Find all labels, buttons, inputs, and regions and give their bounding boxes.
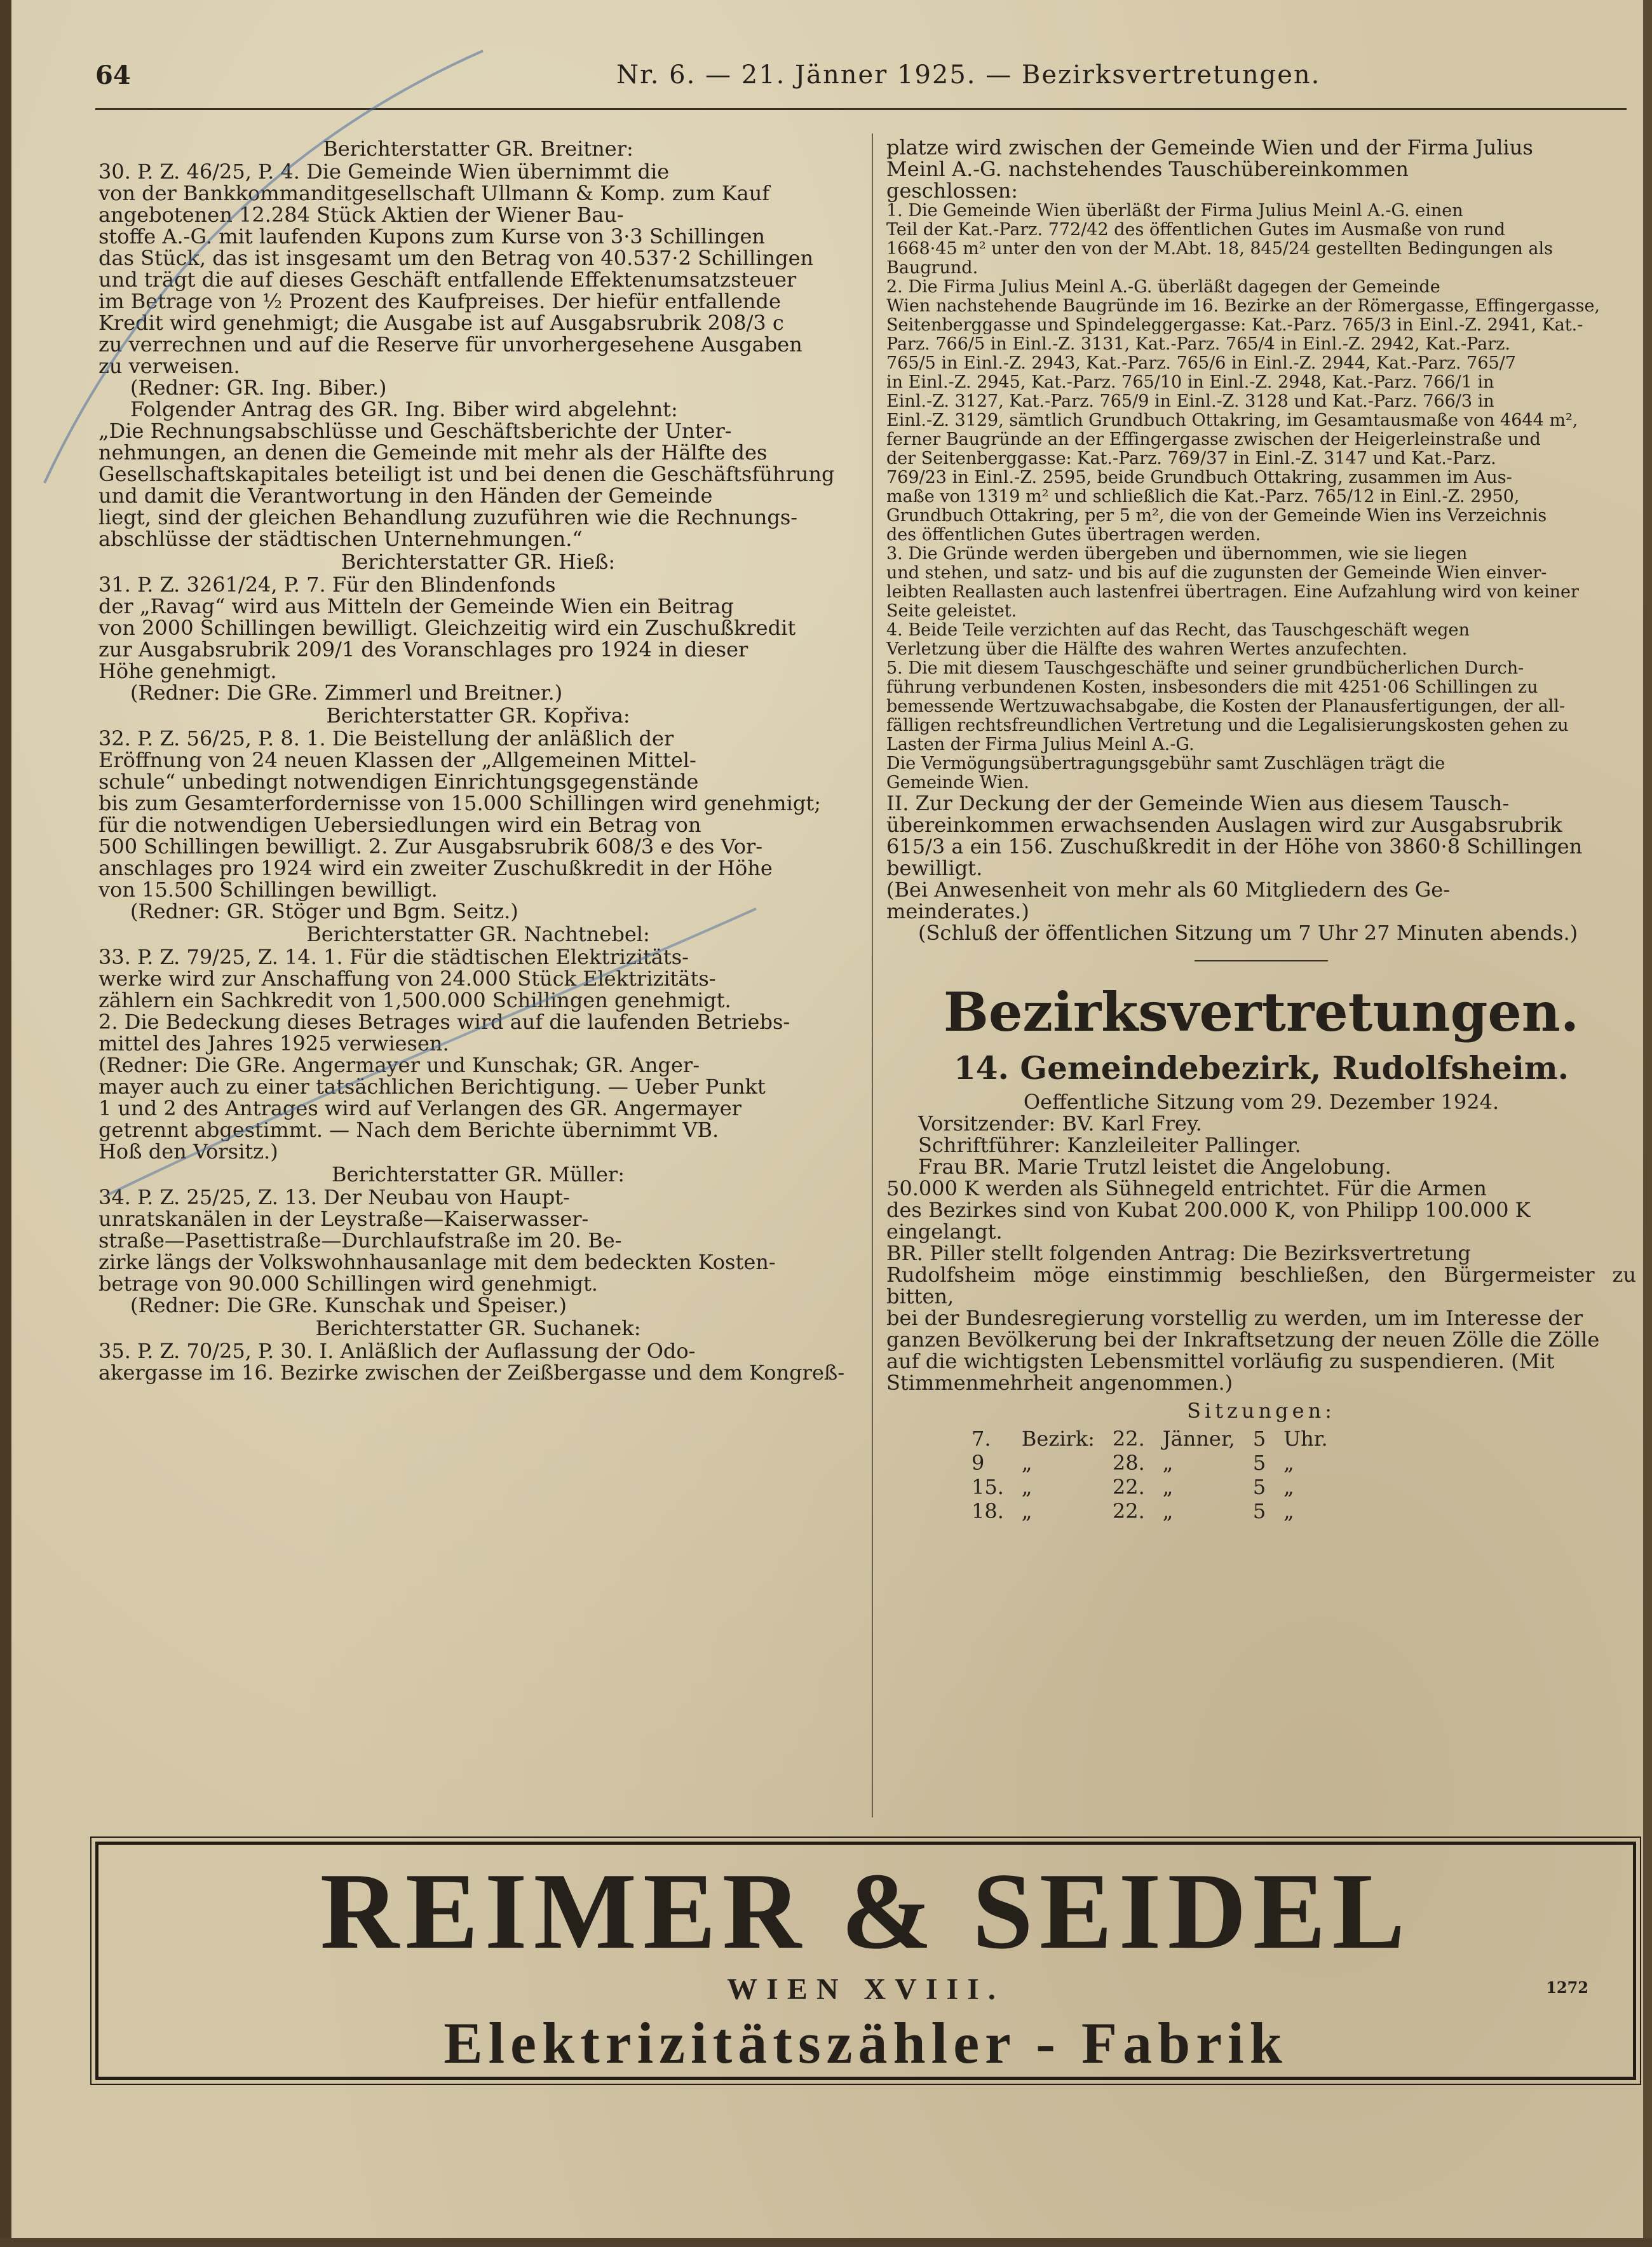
session-hour: 5 — [1252, 1451, 1266, 1475]
text-line: führung verbundenen Kosten, insbesonders die mit 4251·06 Schillingen zu — [886, 677, 1538, 697]
session-district: 7. — [972, 1427, 991, 1451]
text-line: (Redner: Die GRe. Angermayer und Kunschak; GR. Anger- — [98, 1053, 700, 1077]
text-line: 4. Beide Teile verzichten auf das Recht, das Tauschgeschäft wegen — [886, 620, 1470, 640]
text-line: des Bezirkes sind von Kubat 200.000 K, von Philipp 100.000 K — [886, 1198, 1531, 1222]
text-line: maße von 1319 m² und schließlich die Kat.-Parz. 765/12 in Einl.-Z. 2950, — [886, 487, 1520, 506]
speakers-31: (Redner: Die GRe. Zimmerl und Breitner.) — [130, 681, 563, 705]
pencil-stroke-middle — [108, 909, 756, 1195]
text-line: getrennt abgestimmt. — Nach dem Berichte übernimmt VB. — [98, 1118, 719, 1142]
text-line: zu verrechnen und auf die Reserve für unvorhergesehene Ausgaben — [98, 332, 802, 356]
rapporteur-suchanek: Berichterstatter GR. Suchanek: — [315, 1316, 641, 1340]
session-day: 22. — [1112, 1427, 1145, 1451]
session-month: „ — [1162, 1451, 1174, 1475]
text-line: 500 Schillingen bewilligt. 2. Zur Ausgabsrubrik 608/3 e des Vor- — [98, 834, 763, 859]
text-line: 34. P. Z. 25/25, Z. 13. Der Neubau von Haupt- — [98, 1185, 570, 1209]
text-line: Die Vermögungsübertragungsgebühr samt Zuschlägen trägt die — [886, 754, 1446, 773]
text-line: bewilligt. — [886, 856, 983, 880]
sessions-heading: Sitzungen: — [1187, 1399, 1336, 1423]
text-line: 31. P. Z. 3261/24, P. 7. Für den Blindenfonds — [98, 573, 556, 597]
text-line: Grundbuch Ottakring, per 5 m², die von der Gemeinde Wien ins Verzeichnis — [886, 506, 1547, 526]
session-day: 28. — [1112, 1451, 1145, 1475]
text-line: zur Ausgabsrubrik 209/1 des Voranschlages pro 1924 in dieser — [98, 637, 748, 662]
session-month: Jänner, — [1162, 1427, 1235, 1451]
rapporteur-hiess: Berichterstatter GR. Hieß: — [341, 550, 616, 574]
session-close: (Schluß der öffentlichen Sitzung um 7 Uhr 27 Minuten abends.) — [918, 921, 1578, 945]
session-day: 22. — [1112, 1499, 1145, 1523]
session-unit: „ — [1283, 1475, 1294, 1499]
text-line: Lasten der Firma Julius Meinl A.-G. — [886, 735, 1195, 754]
text-line: Seite geleistet. — [886, 601, 1017, 621]
ad-product: Elektrizitätszähler - Fabrik — [443, 2011, 1288, 2075]
text-line: Seitenberggasse und Spindeleggergasse: Kat.-Parz. 765/3 in Einl.-Z. 2941, Kat.- — [886, 315, 1583, 335]
session-unit: „ — [1283, 1451, 1294, 1475]
text-line: des öffentlichen Gutes übertragen werden. — [886, 525, 1261, 545]
text-line: unratskanälen in der Leystraße—Kaiserwasser- — [98, 1207, 589, 1231]
text-line: auf die wichtigsten Lebensmittel vorläufig zu suspendieren. (Mit — [886, 1349, 1555, 1373]
text-line: Höhe genehmigt. — [98, 659, 277, 683]
text-line: BR. Piller stellt folgenden Antrag: Die Bezirksvertretung — [886, 1241, 1471, 1265]
text-line: ganzen Bevölkerung bei der Inkraftsetzung der neuen Zölle die Zölle — [886, 1327, 1600, 1352]
text-line: Hoß den Vorsitz.) — [98, 1139, 278, 1164]
text-line: Stimmenmehrheit angenommen.) — [886, 1371, 1233, 1395]
text-line: bemessende Wertzuwachsabgabe, die Kosten der Planausfertigungen, der all- — [886, 696, 1566, 716]
text-line: werke wird zur Anschaffung von 24.000 Stück Elektrizitäts- — [98, 967, 716, 991]
text-line: und stehen, und satz- und bis auf die zugunsten der Gemeinde Wien einver- — [886, 563, 1547, 583]
text-line: fälligen rechtsfreundlichen Vertretung und die Legalisierungskosten gehen zu — [886, 716, 1569, 735]
section-title: Bezirksvertretungen. — [943, 981, 1580, 1043]
text-line: meinderates.) — [886, 899, 1029, 923]
session-date: Oeffentliche Sitzung vom 29. Dezember 1924. — [1023, 1090, 1500, 1114]
text-line: der „Ravag“ wird aus Mitteln der Gemeinde Wien ein Beitrag — [98, 594, 734, 618]
text-line: 1668·45 m² unter den von der M.Abt. 18, 845/24 gestellten Bedingungen als — [886, 239, 1553, 259]
text-line: stoffe A.-G. mit laufenden Kupons zum Kurse von 3·3 Schillingen — [98, 224, 765, 248]
session-month: „ — [1162, 1475, 1174, 1499]
text-line: von 15.500 Schillingen bewilligt. — [98, 878, 438, 902]
text-line: für die notwendigen Uebersiedlungen wird ein Betrag von — [98, 813, 701, 837]
text-line: Einl.-Z. 3129, sämtlich Grundbuch Ottakring, im Gesamtausmaße von 4644 m², — [886, 411, 1578, 430]
text-line: Meinl A.-G. nachstehendes Tauschübereinkommen — [886, 157, 1409, 181]
text-line: 50.000 K werden als Sühnegeld entrichtet. Für die Armen — [886, 1176, 1487, 1200]
text-line: betrage von 90.000 Schillingen wird genehmigt. — [98, 1272, 598, 1296]
text-line: liegt, sind der gleichen Behandlung zuzuführen wie die Rechnungs- — [98, 505, 798, 529]
rapporteur-mueller: Berichterstatter GR. Müller: — [332, 1162, 625, 1186]
speakers-30: (Redner: GR. Ing. Biber.) — [130, 376, 387, 400]
session-label: „ — [1021, 1499, 1032, 1523]
chairperson: Vorsitzender: BV. Karl Frey. — [918, 1111, 1202, 1136]
pencil-stroke-top — [44, 51, 483, 483]
speakers-32: (Redner: GR. Stöger und Bgm. Seitz.) — [130, 899, 518, 923]
text-line: 2. Die Firma Julius Meinl A.-G. überläßt dagegen der Gemeinde — [886, 277, 1440, 297]
district-title: 14. Gemeindebezirk, Rudolfsheim. — [953, 1049, 1569, 1087]
session-district: 15. — [972, 1475, 1004, 1499]
speakers-34: (Redner: Die GRe. Kunschak und Speiser.) — [130, 1293, 567, 1317]
text-line: Gemeinde Wien. — [886, 773, 1029, 792]
text-line: eingelangt. — [886, 1219, 1003, 1244]
text-line: mittel des Jahres 1925 verwiesen. — [98, 1031, 449, 1056]
text-line: platze wird zwischen der Gemeinde Wien und der Firma Julius — [886, 137, 1533, 160]
text-line: akergasse im 16. Bezirke zwischen der Zeißbergasse und dem Kongreß- — [98, 1361, 845, 1385]
text-line: straße—Pasettistraße—Durchlaufstraße im 20. Be- — [98, 1228, 622, 1252]
text-line: bei der Bundesregierung vorstellig zu werden, um im Interesse der — [886, 1306, 1583, 1330]
text-line: von der Bankkommanditgesellschaft Ullmann & Komp. zum Kauf — [98, 181, 770, 205]
text-line: anschlages pro 1924 wird ein zweiter Zuschußkredit in der Höhe — [98, 856, 773, 880]
text-line: Gesellschaftskapitales beteiligt ist und bei denen die Geschäftsführung — [98, 462, 835, 486]
motion-intro-biber: Folgender Antrag des GR. Ing. Biber wird abgelehnt: — [130, 397, 678, 421]
ad-company-name: REIMER & SEIDEL — [320, 1851, 1412, 1972]
session-label: Bezirk: — [1021, 1427, 1095, 1451]
text-line: zählern ein Sachkredit von 1,500.000 Schillingen genehmigt. — [98, 988, 731, 1012]
text-line: übereinkommen erwachsenden Auslagen wird zur Ausgabsrubrik — [886, 813, 1562, 837]
text-line: 5. Die mit diesem Tauschgeschäfte und seiner grundbücherlichen Durch- — [886, 658, 1524, 678]
text-line: Kredit wird genehmigt; die Ausgabe ist auf Ausgabsrubrik 208/3 c — [98, 311, 784, 335]
text-line: 1. Die Gemeinde Wien überläßt der Firma Julius Meinl A.-G. einen — [886, 201, 1463, 221]
secretary: Schriftführer: Kanzleileiter Pallinger. — [918, 1133, 1301, 1157]
ad-code: 1272 — [1546, 1978, 1588, 1997]
text-line: leibten Reallasten auch lastenfrei übertragen. Eine Aufzahlung wird von keiner — [886, 582, 1579, 602]
text-line: geschlossen: — [886, 179, 1019, 203]
text-line: II. Zur Deckung der der Gemeinde Wien aus diesem Tausch- — [886, 791, 1510, 815]
text-line: bis zum Gesamterfordernisse von 15.000 Schillingen wird genehmigt; — [98, 791, 821, 815]
text-line: mayer auch zu einer tatsächlichen Berichtigung. — Ueber Punkt — [98, 1075, 766, 1099]
session-hour: 5 — [1252, 1499, 1266, 1523]
text-line: das Stück, das ist insgesamt um den Betrag von 40.537·2 Schillingen — [98, 246, 814, 270]
text-line: 3. Die Gründe werden übergeben und übernommen, wie sie liegen — [886, 544, 1468, 564]
text-line: Rudolfsheim möge einstimmig beschließen, den Bürgermeister zu bitten, — [886, 1263, 1636, 1308]
text-line: schule“ unbedingt notwendigen Einrichtungsgegenstände — [98, 770, 699, 794]
text-line: zirke längs der Volkswohnhausanlage mit dem bedeckten Kosten- — [98, 1250, 776, 1274]
rapporteur-nachtnebel: Berichterstatter GR. Nachtnebel: — [306, 922, 650, 946]
text-line: „Die Rechnungsabschlüsse und Geschäftsberichte der Unter- — [98, 419, 732, 443]
text-line: Eröffnung von 24 neuen Klassen der „Allgemeinen Mittel- — [98, 748, 696, 772]
text-line: 30. P. Z. 46/25, P. 4. Die Gemeinde Wien übernimmt die — [98, 160, 670, 184]
text-line: Wien nachstehende Baugründe im 16. Bezirke an der Römergasse, Effingergasse, — [886, 296, 1601, 316]
session-district: 18. — [972, 1499, 1004, 1523]
session-day: 22. — [1112, 1475, 1145, 1499]
session-hour: 5 — [1252, 1475, 1266, 1499]
text-line: Baugrund. — [886, 258, 978, 278]
page-number: 64 — [95, 60, 131, 90]
text-line: angebotenen 12.284 Stück Aktien der Wiener Bau- — [98, 203, 624, 227]
session-label: „ — [1021, 1475, 1032, 1499]
text-line: im Betrage von ½ Prozent des Kaufpreises. Der hiefür entfallende — [98, 289, 781, 313]
text-line: 765/5 in Einl.-Z. 2943, Kat.-Parz. 765/6 in Einl.-Z. 2944, Kat.-Parz. 765/7 — [886, 353, 1516, 373]
text-line: 33. P. Z. 79/25, Z. 14. 1. Für die städtischen Elektrizitäts- — [98, 945, 689, 969]
text-line: zu verweisen. — [98, 354, 240, 378]
text-line: und damit die Verantwortung in den Händen der Gemeinde — [98, 484, 713, 508]
ad-city: WIEN XVIII. — [727, 1972, 1005, 2006]
running-title: Nr. 6. — 21. Jänner 1925. — Bezirksvertretungen. — [616, 60, 1321, 90]
oath-note: Frau BR. Marie Trutzl leistet die Angelobung. — [918, 1155, 1391, 1179]
text-line: in Einl.-Z. 2945, Kat.-Parz. 765/10 in Einl.-Z. 2948, Kat.-Parz. 766/1 in — [886, 372, 1494, 392]
text-line: 2. Die Bedeckung dieses Betrages wird auf die laufenden Betriebs- — [98, 1010, 790, 1034]
text-line: ferner Baugründe an der Effingergasse zwischen der Heigerleinstraße und — [886, 430, 1541, 449]
session-district: 9 — [972, 1451, 985, 1475]
session-month: „ — [1162, 1499, 1174, 1523]
text-line: Verletzung über die Hälfte des wahren Wertes anzufechten. — [886, 639, 1407, 659]
text-line: 32. P. Z. 56/25, P. 8. 1. Die Beistellung der anläßlich der — [98, 726, 674, 750]
session-hour: 5 — [1252, 1427, 1266, 1451]
text-line: und trägt die auf dieses Geschäft entfallende Effektenumsatzsteuer — [98, 268, 797, 292]
text-line: 35. P. Z. 70/25, P. 30. I. Anläßlich der Auflassung der Odo- — [98, 1339, 696, 1363]
rapporteur-kopriva: Berichterstatter GR. Kopřiva: — [326, 703, 630, 728]
text-line: von 2000 Schillingen bewilligt. Gleichzeitig wird ein Zuschußkredit — [98, 616, 796, 640]
text-line: Einl.-Z. 3127, Kat.-Parz. 765/9 in Einl.-Z. 3128 und Kat.-Parz. 766/3 in — [886, 391, 1494, 411]
text-line: der Seitenberggasse: Kat.-Parz. 769/37 in Einl.-Z. 3147 und Kat.-Parz. — [886, 449, 1496, 468]
text-line: Parz. 766/5 in Einl.-Z. 3131, Kat.-Parz. 765/4 in Einl.-Z. 2942, Kat.-Parz. — [886, 334, 1510, 354]
text-line: Teil der Kat.-Parz. 772/42 des öffentlichen Gutes im Ausmaße von rund — [886, 220, 1505, 240]
session-unit: „ — [1283, 1499, 1294, 1523]
text-line: (Bei Anwesenheit von mehr als 60 Mitgliedern des Ge- — [886, 878, 1451, 902]
text-line: 769/23 in Einl.-Z. 2595, beide Grundbuch Ottakring, zusammen im Aus- — [886, 468, 1512, 487]
text-line: 1 und 2 des Antrages wird auf Verlangen des GR. Angermayer — [98, 1096, 741, 1120]
text-line: abschlüsse der städtischen Unternehmungen.“ — [98, 527, 583, 551]
text-line: nehmungen, an denen die Gemeinde mit mehr als der Hälfte des — [98, 440, 768, 465]
rapporteur-breitner: Berichterstatter GR. Breitner: — [323, 137, 633, 161]
session-label: „ — [1021, 1451, 1032, 1475]
text-line: 615/3 a ein 156. Zuschußkredit in der Höhe von 3860·8 Schillingen — [886, 834, 1583, 859]
session-unit: Uhr. — [1283, 1427, 1328, 1451]
